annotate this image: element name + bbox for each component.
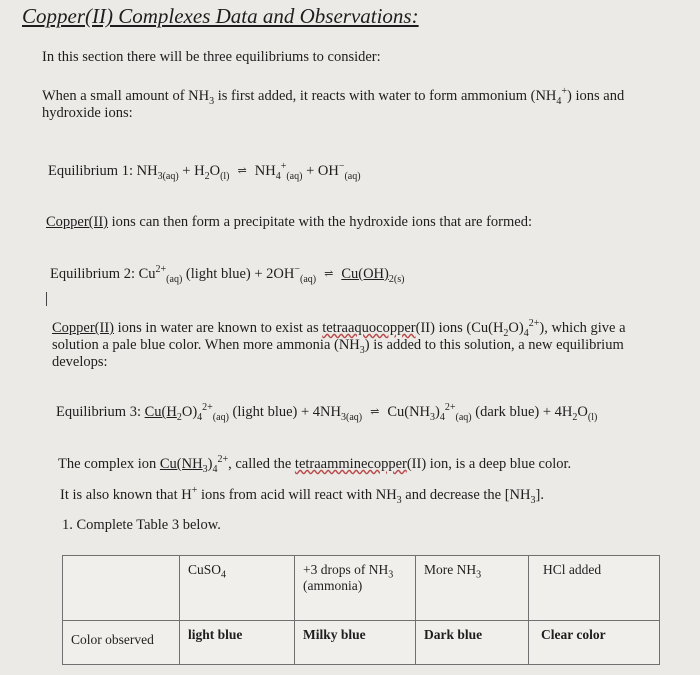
- paragraph-tetraaquo: Copper(II) ions in water are known to exist as tetraaquocopper(II) ions $(Cu(H_2O)_4^{2+})$, which give a solution a pale blue color. When more ammonia $(NH_3)$ is added to this solution, a new equilibrium develops:: [52, 318, 626, 370]
- table-header-empty: [63, 556, 180, 621]
- table-cell-cuso4[interactable]: light blue: [180, 621, 295, 665]
- paragraph-ammonia-reaction: When a small amount of $NH_3$ is first added, it reacts with water to form ammonium $(NH_4^+)$ ions and hydroxide ions:: [42, 86, 625, 121]
- table-header-hcl-added: HCl added: [529, 556, 660, 621]
- text-cursor: [46, 292, 47, 306]
- paragraph-complex-ion: The complex ion $Cu(NH_3)_4^{2+}$, called the tetraamminecopper(II) ion, is a deep blue color.: [58, 454, 572, 475]
- question-1: 1. Complete Table 3 below.: [62, 517, 221, 533]
- paragraph-acid: It is also known that H+ ions from acid will react with $NH_3$ and decrease the $[NH_3]$.: [60, 485, 544, 506]
- paragraph-precipitate: Copper(II) ions can then form a precipitate with the hydroxide ions that are formed:: [46, 214, 533, 230]
- equilibrium-arrow-icon: ⇌: [324, 268, 334, 280]
- equilibrium-arrow-icon: ⇌: [370, 406, 380, 418]
- equilibrium-arrow-icon: ⇌: [237, 165, 247, 177]
- table-header-row: [63, 556, 660, 621]
- table-row-label: Color observed: [63, 621, 180, 665]
- table-cell-3-drops-nh3[interactable]: Milky blue: [295, 621, 416, 665]
- equilibrium-1: Equilibrium 1: $NH_{3(aq)} + H_2O_{(l)}$ ⇌ $NH_4^+_{(aq)} + OH^-_{(aq)}$: [48, 161, 361, 182]
- intro-text: In this section there will be three equilibriums to consider:: [42, 49, 381, 65]
- equilibrium-3: Equilibrium 3: $Cu(H_2O)_4^{2+}_{(aq)}$ (light blue) + $4NH_{3(aq)}$ ⇌ $Cu(NH_3)_4^{2+}_{(aq)}$ (dark blue) + $4H_2O_{(l)}$: [56, 402, 598, 423]
- table-cell-hcl-added[interactable]: Clear color: [529, 621, 660, 665]
- equilibrium-2: Equilibrium 2: $Cu^{2+}_{(aq)}$ (light blue) + $2OH^-_{(aq)}$ ⇌ $Cu(OH)_{2(s)}$: [50, 264, 405, 285]
- page-title: Copper(II) Complexes Data and Observations:: [22, 4, 419, 28]
- table-header-cuso4: CuSO$_4$: [180, 556, 295, 621]
- table-header-more-nh3: More $NH_3$: [416, 556, 529, 621]
- table-cell-more-nh3[interactable]: Dark blue: [416, 621, 529, 665]
- table-3: [62, 555, 660, 665]
- table-row: [63, 621, 660, 665]
- table-header-3-drops-nh3: +3 drops of $NH_3$ (ammonia): [295, 556, 416, 621]
